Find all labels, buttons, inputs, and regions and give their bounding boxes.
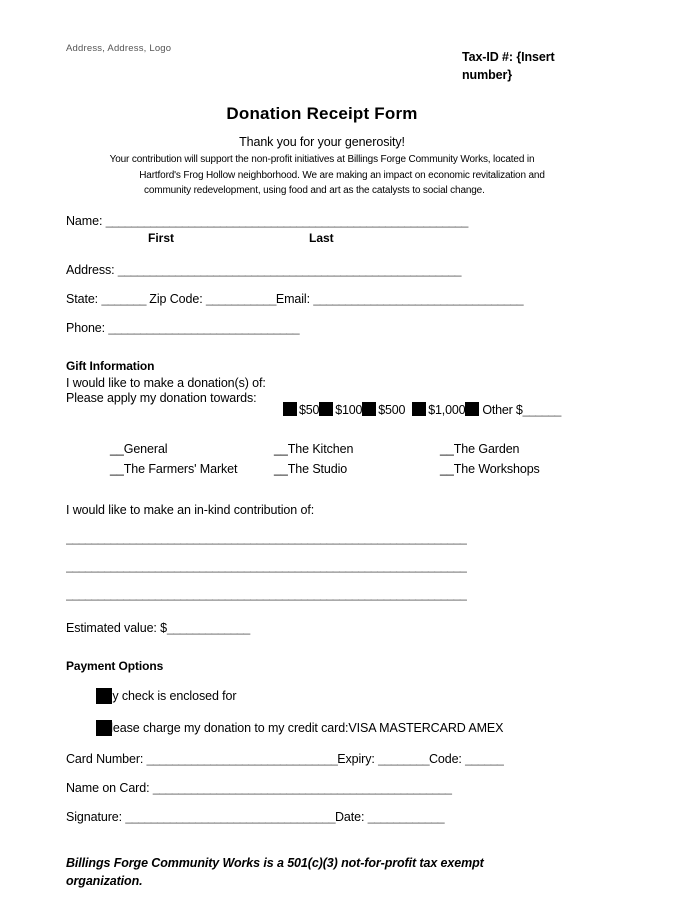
code-input-rule[interactable]: ______ xyxy=(465,751,504,766)
mission-paragraph xyxy=(66,152,578,199)
payment-option-check[interactable] xyxy=(66,687,578,705)
name-label: Name: xyxy=(66,213,106,228)
name-on-card-input-rule[interactable]: _______________________________________________ xyxy=(152,780,452,795)
name-on-card-row xyxy=(66,781,578,795)
estimated-value-input-rule[interactable]: _____________ xyxy=(167,620,250,635)
gift-amount-block xyxy=(66,375,578,437)
in-kind-contribution-label: I would like to make an in-kind contribution of: xyxy=(66,502,315,517)
estimated-value-row xyxy=(66,621,578,635)
state-zip-email-row xyxy=(66,292,578,306)
mission-line-3: community redevelopment, using food and art as the catalysts to social change. xyxy=(144,185,485,196)
donation-amount-options xyxy=(283,402,561,417)
name-input-rule[interactable]: _________________________________________________________ xyxy=(105,213,468,228)
card-number-row xyxy=(66,752,578,766)
payment-options-heading: Payment Options xyxy=(66,658,164,673)
checkbox-amount-50[interactable] xyxy=(283,402,297,416)
mission-line-1: Your contribution will support the non-profit initiatives at Billings Forge Community Works, located in xyxy=(109,154,535,165)
document-header xyxy=(66,40,578,98)
designation-the-kitchen[interactable]: __The Kitchen xyxy=(274,441,354,456)
address-field-row xyxy=(66,263,578,277)
other-amount-input-rule[interactable]: ______ xyxy=(522,402,561,417)
designation-row xyxy=(110,462,578,482)
checkbox-amount-1000[interactable] xyxy=(412,402,426,416)
date-input-rule[interactable]: ____________ xyxy=(367,809,444,824)
expiry-label: Expiry: xyxy=(337,751,379,766)
designation-the-garden[interactable]: __The Garden xyxy=(440,441,520,456)
amount-label-100: $100 xyxy=(335,402,363,417)
expiry-input-rule[interactable]: ________ xyxy=(378,751,429,766)
state-label: State: xyxy=(66,291,102,306)
tax-exempt-footnote: Billings Forge Community Works is a 501(c)(3) not-for-profit tax exempt organization. xyxy=(66,855,484,889)
name-field-row xyxy=(66,214,578,228)
card-number-input-rule[interactable]: ______________________________ xyxy=(146,751,338,766)
first-name-label: First xyxy=(148,230,175,245)
payment-option-credit-card[interactable] xyxy=(66,719,578,737)
org-address-logo-placeholder: Address, Address, Logo xyxy=(66,43,172,54)
amount-label-500: $500 xyxy=(378,402,406,417)
credit-card-label: Please charge my donation to my credit card:VISA MASTERCARD AMEX xyxy=(102,720,504,735)
gift-information-heading: Gift Information xyxy=(66,358,155,373)
estimated-value-label: Estimated value: $ xyxy=(66,620,168,635)
email-label: Email: xyxy=(275,291,314,306)
phone-input-rule[interactable]: ______________________________ xyxy=(108,320,299,335)
last-name-label: Last xyxy=(309,230,334,245)
designation-general[interactable]: __General xyxy=(110,441,168,456)
designation-row xyxy=(110,442,578,462)
name-on-card-label: Name on Card: xyxy=(66,780,153,795)
signature-input-rule[interactable]: _________________________________ xyxy=(125,809,335,824)
signature-label: Signature: xyxy=(66,809,126,824)
amount-label-1000: $1,000 xyxy=(428,402,466,417)
amount-label-other: Other xyxy=(482,402,513,417)
apply-donation-text: Please apply my donation towards: xyxy=(66,391,257,406)
page-title: Donation Receipt Form xyxy=(226,104,418,123)
address-input-rule[interactable]: ______________________________________________________ xyxy=(117,262,461,277)
name-sublabels xyxy=(66,231,578,248)
zip-label: Zip Code: xyxy=(145,291,206,306)
amount-label-50: $50 xyxy=(299,402,320,417)
checkbox-amount-other[interactable] xyxy=(465,402,479,416)
check-enclosed-label: My check is enclosed for xyxy=(102,688,237,703)
code-label: Code: xyxy=(428,751,466,766)
phone-label: Phone: xyxy=(66,320,109,335)
thank-you-line: Thank you for your generosity! xyxy=(239,135,405,149)
designation-the-workshops[interactable]: __The Workshops xyxy=(440,461,540,476)
designation-the-studio[interactable]: __The Studio xyxy=(274,461,348,476)
in-kind-input-rule[interactable]: _______________________________________________________________ xyxy=(66,530,467,545)
phone-field-row xyxy=(66,321,578,335)
date-label: Date: xyxy=(334,809,368,824)
designation-the-farmers-market[interactable]: __The Farmers' Market xyxy=(110,461,238,476)
designation-options-grid xyxy=(110,442,578,482)
state-input-rule[interactable]: _______ xyxy=(101,291,146,306)
card-number-label: Card Number: xyxy=(66,751,147,766)
in-kind-input-rule[interactable]: _______________________________________________________________ xyxy=(66,558,467,573)
donation-prompt-text: I would like to make a donation(s) of: xyxy=(66,375,266,390)
checkbox-amount-100[interactable] xyxy=(319,402,333,416)
signature-date-row xyxy=(66,810,578,824)
address-label: Address: xyxy=(66,262,118,277)
tax-id-block: Tax-ID #: {Insert number} xyxy=(462,50,555,82)
mission-line-2: Hartford's Frog Hollow neighborhood. We are making an impact on economic revitalization and xyxy=(139,169,545,181)
checkbox-amount-500[interactable] xyxy=(362,402,376,416)
email-input-rule[interactable]: _________________________________ xyxy=(313,291,523,306)
in-kind-input-rule[interactable]: _______________________________________________________________ xyxy=(66,586,467,601)
zip-input-rule[interactable]: ___________ xyxy=(205,291,276,306)
form-sheet xyxy=(66,40,578,891)
other-currency-symbol: $ xyxy=(515,402,523,417)
